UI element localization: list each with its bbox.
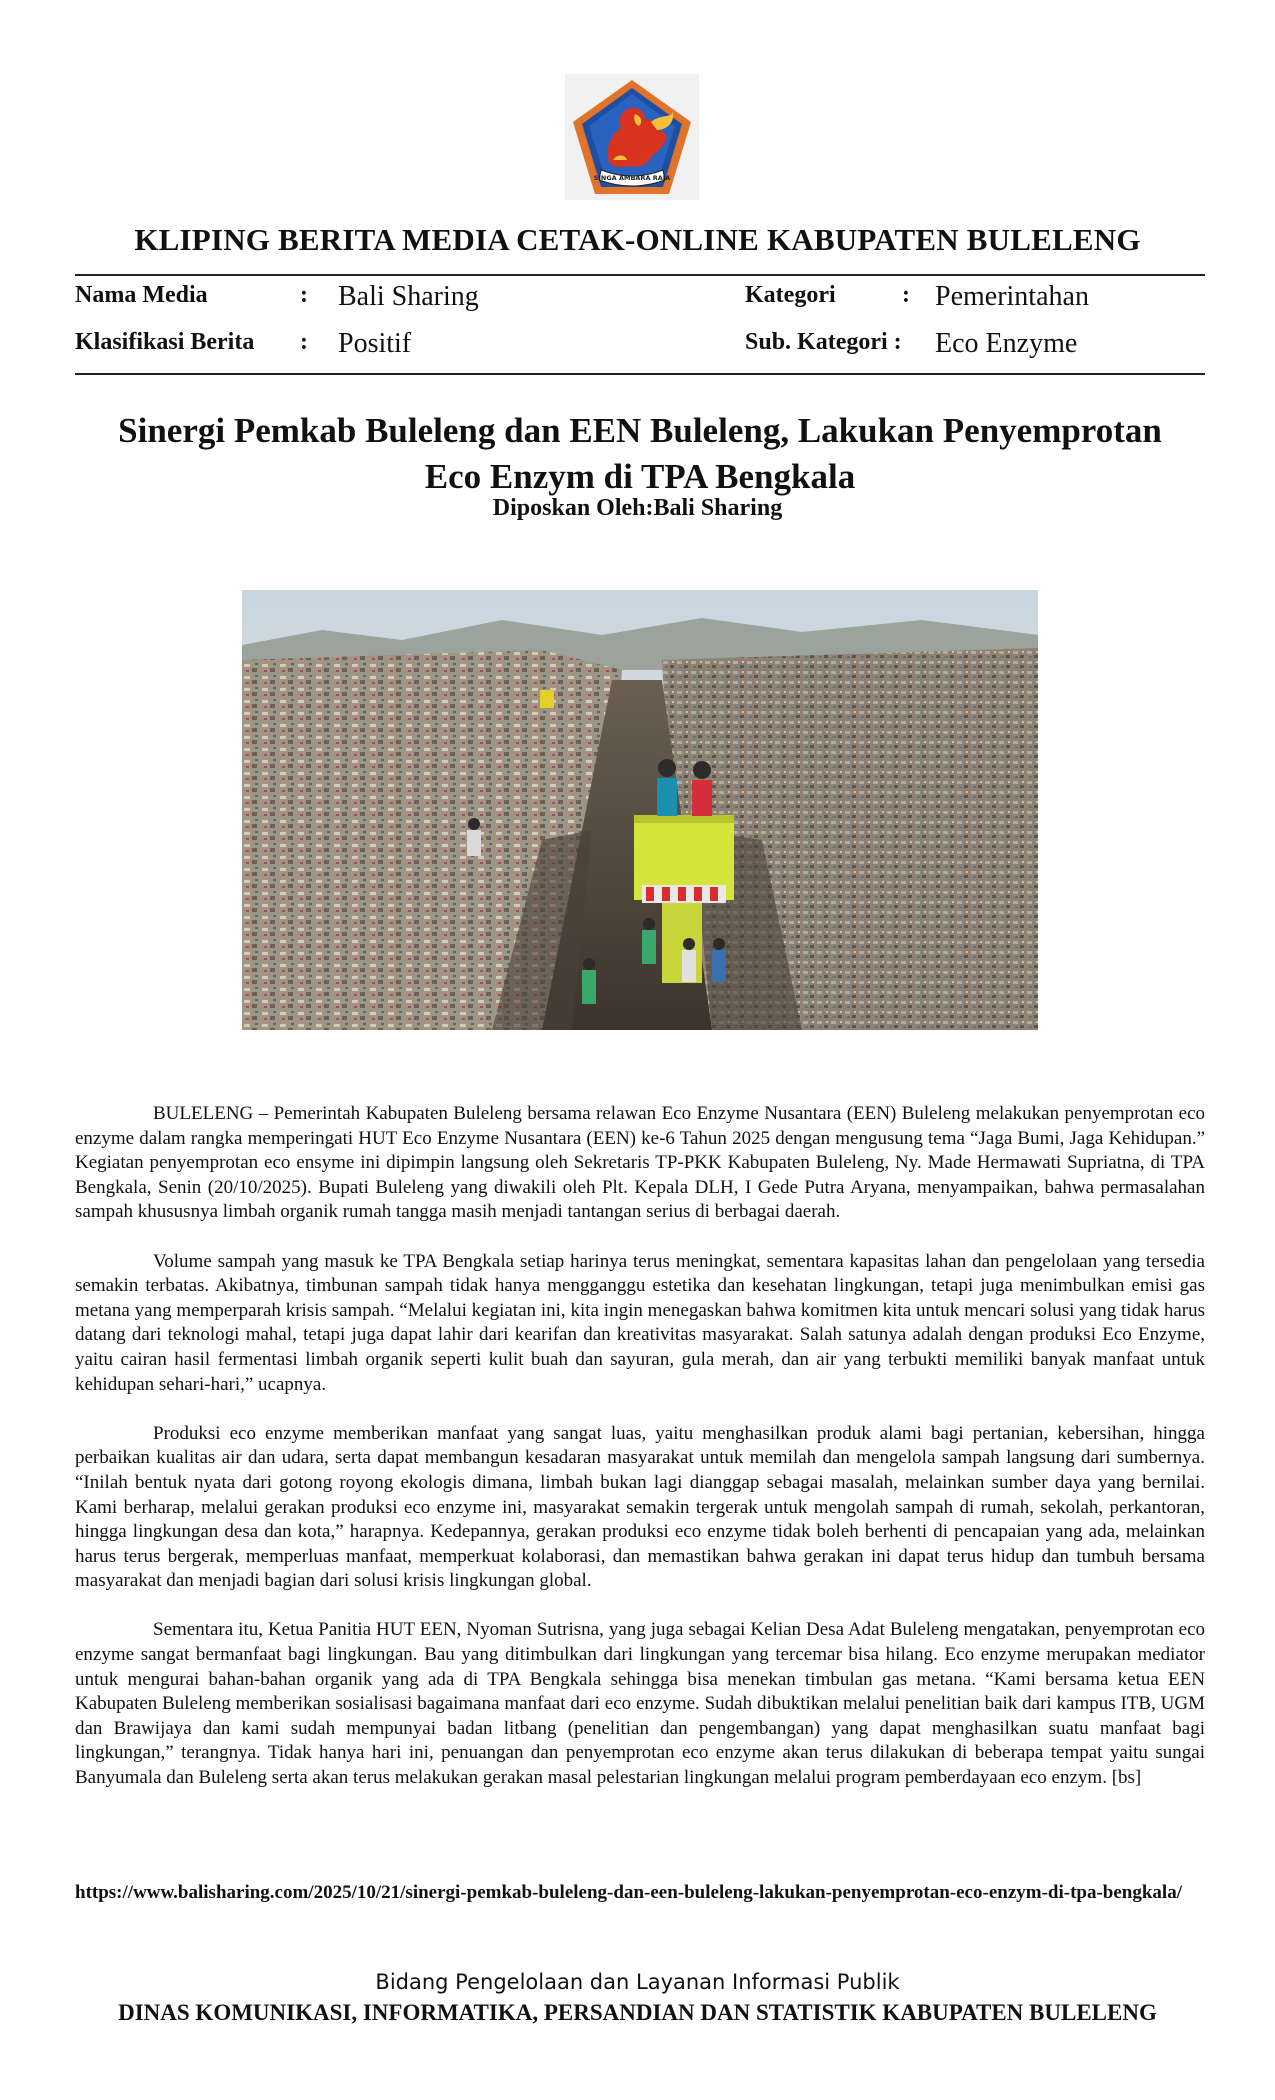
header-top-rule	[75, 274, 1205, 276]
emblem-graphic	[565, 74, 699, 200]
subcategory-label: Sub. Kategori :	[745, 329, 902, 355]
buleleng-regency-emblem-icon	[565, 74, 699, 200]
category-separator: :	[902, 282, 910, 308]
classification-label: Klasifikasi Berita	[75, 329, 255, 355]
article-byline: Diposkan Oleh:Bali Sharing	[492, 495, 783, 521]
source-url-link[interactable]: https://www.balisharing.com/2025/10/21/sinergi-pemkab-buleleng-dan-een-buleleng-lakukan-penyemprotan-eco-enzym-di-tpa-bengkala/	[75, 1882, 1182, 1903]
article-paragraph-1: BULELENG – Pemerintah Kabupaten Buleleng bersama relawan Eco Enzyme Nusantara (EEN) Buleleng melakukan penyemprotan eco enzyme dalam rangka memperingati HUT Eco Enzyme Nusantara (EEN) ke-6 Tahun 2025 dengan mengusung tema “Jaga Bumi, Jaga Kehidupan.” Kegiatan penyemprotan eco ensyme ini dipimpin langsung oleh Sekretaris TP-PKK Kabupaten Buleleng, Ny. Made Hermawati Supriatna, di TPA Bengkala, Senin (20/10/2025). Bupati Buleleng yang diwakili oleh Plt. Kepala DLH, I Gede Putra Aryana, menyampaikan, bahwa permasalahan sampah khususnya limbah organik rumah tangga masih menjadi tantangan serius di berbagai daerah.	[75, 1103, 1205, 1223]
subcategory-value: Eco Enzyme	[935, 328, 1078, 359]
headline-line-1: Sinergi Pemkab Buleleng dan EEN Buleleng, Lakukan Penyemprotan	[118, 411, 1162, 450]
article-headline	[75, 408, 1205, 500]
media-name-label: Nama Media	[75, 282, 208, 308]
footer-agency: DINAS KOMUNIKASI, INFORMATIKA, PERSANDIAN DAN STATISTIK KABUPATEN BULELENG	[118, 2000, 1157, 2025]
media-name-separator: :	[300, 282, 308, 308]
landfill-spraying-photo-icon	[242, 590, 1038, 1030]
article-body	[75, 1102, 1205, 1815]
category-value: Pemerintahan	[935, 281, 1089, 312]
photo-graphic	[242, 590, 1038, 1030]
document-title: KLIPING BERITA MEDIA CETAK-ONLINE KABUPATEN BULELENG	[134, 222, 1141, 257]
classification-value: Positif	[338, 328, 412, 359]
classification-separator: :	[300, 329, 308, 355]
headline-line-2: Eco Enzym di TPA Bengkala	[424, 457, 856, 496]
article-paragraph-4: Sementara itu, Ketua Panitia HUT EEN, Nyoman Sutrisna, yang juga sebagai Kelian Desa Adat Buleleng mengatakan, penyemprotan eco enzyme sangat bermanfaat bagi lingkungan. Bau yang ditimbulkan dari lingkungan yang tercemar bisa hilang. Eco enzyme merupakan mediator untuk mengurai bahan-bahan organik yang ada di TPA Bengkala sehingga bisa menekan timbulan gas metana. “Kami bersama ketua EEN Kabupaten Buleleng memberikan sosialisasi bagaimana manfaat dari eco enzyme. Sudah dibuktikan melalui penelitian baik dari kampus ITB, UGM dan Brawijaya dan kami sudah mempunyai badan litbang (penelitian dan pengembangan) yang dapat menghasilkan suatu manfaat bagi lingkungan,” terangnya. Tidak hanya hari ini, penuangan dan penyemprotan eco enzyme akan terus dilakukan di beberapa tempat yaitu sungai Banyumala dan Buleleng serta akan terus melakukan gerakan masal pelestarian lingkungan melalui program pemberdayaan eco enzym. [bs]	[75, 1619, 1205, 1789]
article-paragraph-3: Produksi eco enzyme memberikan manfaat yang sangat luas, yaitu menghasilkan produk alami bagi pertanian, kebersihan, hingga perbaikan kualitas air dan udara, serta dapat membangun kesadaran masyarakat untuk memilah dan mengelola sampah langsung dari sumbernya. “Inilah bentuk nyata dari gotong royong ekologis dimana, limbah bukan lagi dianggap sebagai masalah, melainkan sumber daya yang bernilai. Kami berharap, melalui gerakan produksi eco enzyme ini, masyarakat semakin tergerak untuk mengolah sampah di rumah, sekolah, perkantoran, hingga lingkungan desa dan kota,” harapnya. Kedepannya, gerakan produksi eco enzyme tidak boleh berhenti di pencapaian yang ada, melainkan harus terus bergerak, memperluas manfaat, memperkuat kolaborasi, dan memastikan bahwa gerakan ini dapat terus hidup dan tumbuh bersama masyarakat dan menjadi bagian dari solusi krisis lingkungan global.	[75, 1422, 1205, 1592]
footer-division: Bidang Pengelolaan dan Layanan Informasi Publik	[375, 1970, 900, 1994]
header-bottom-rule	[75, 373, 1205, 375]
category-label: Kategori	[745, 282, 836, 308]
media-name-value: Bali Sharing	[338, 281, 479, 312]
emblem-motto: SINGA AMBARA RAJA	[593, 174, 671, 182]
article-paragraph-2: Volume sampah yang masuk ke TPA Bengkala setiap harinya terus meningkat, sementara kapasitas lahan dan pengelolaan yang tersedia semakin terbatas. Akibatnya, timbunan sampah tidak hanya mengganggu estetika dan kesehatan lingkungan, tetapi juga menimbulkan emisi gas metana yang memperparah krisis sampah. “Melalui kegiatan ini, kita ingin menegaskan bahwa komitmen kita untuk mencari solusi yang tidak harus datang dari teknologi mahal, tetapi juga dapat lahir dari kearifan dan kreativitas masyarakat. Salah satunya adalah dengan produksi Eco Enzyme, yaitu cairan hasil fermentasi limbah organik seperti kulit buah dan sayuran, gula merah, dan air yang terbukti memiliki banyak manfaat untuk kehidupan sehari-hari,” ucapnya.	[75, 1250, 1205, 1395]
